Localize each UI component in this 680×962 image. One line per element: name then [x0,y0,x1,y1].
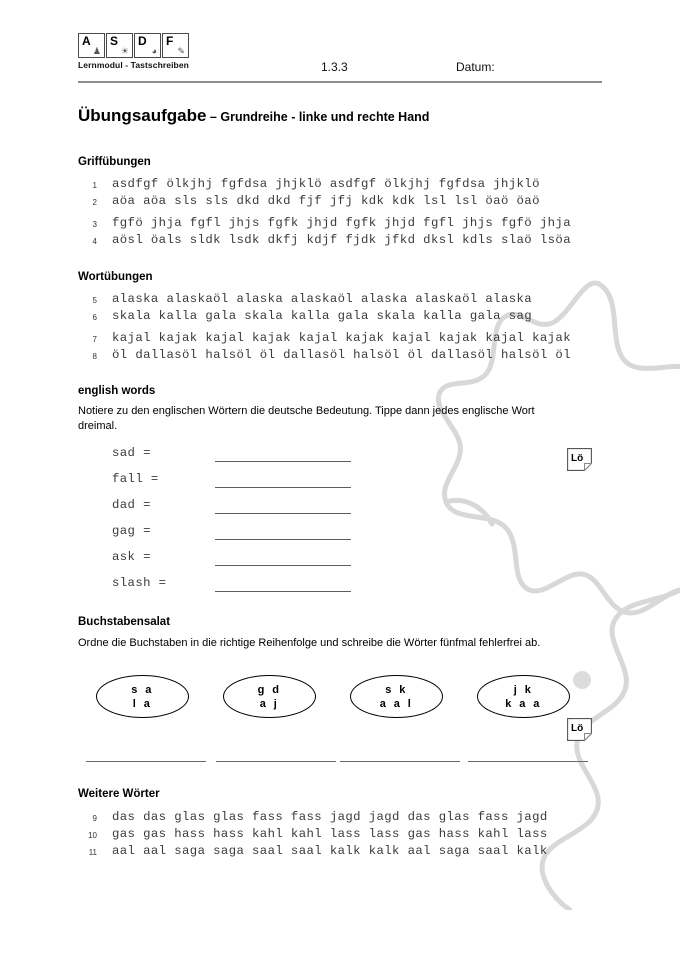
scramble-line-bottom: l a [132,698,153,710]
answer-blank[interactable] [215,461,351,462]
english-word: ask = [112,550,151,564]
page-title-main: Übungsaufgabe [78,106,207,125]
scramble-letters [224,683,315,711]
line-number: 5 [92,296,97,305]
section-heading-wortuebungen: Wortübungen [78,271,153,283]
solution-badge-buchstabensalat[interactable] [567,718,592,741]
exercise-line [78,216,608,232]
line-number: 2 [92,198,97,207]
english-word: slash = [112,576,167,590]
scramble-line-top: g d [257,684,282,696]
line-number: 11 [88,848,97,857]
keycap-s-icon: ☀ [120,46,129,56]
line-text: das das glas glas fass fass jagd jagd das glas fass jagd [112,810,548,824]
line-number: 1 [92,181,97,190]
scramble-oval [96,675,189,718]
page-header [78,33,602,83]
answer-line[interactable] [216,761,336,762]
answer-line[interactable] [468,761,588,762]
section-heading-weitere-woerter: Weitere Wörter [78,788,160,800]
buchstabensalat-instruction: Ordne die Buchstaben in die richtige Reihenfolge und schreibe die Wörter fünfmal fehlerfrei ab. [78,637,541,649]
line-number: 8 [92,352,97,361]
keycap-s-letter: S [110,34,119,48]
scramble-line-bottom: k a a [505,698,542,710]
scramble-line-top: j k [513,684,534,696]
line-text: aal aal saga saga saal saal kalk kalk aal saga saal kalk [112,844,548,858]
keycap-d-icon: ◕ [151,46,157,56]
line-text: skala kalla gala skala kalla gala skala kalla gala sag [112,309,533,323]
exercise-line [78,810,608,826]
keycap-d [134,33,161,58]
line-text: aöa aöa sls sls dkd dkd fjf jfj kdk kdk lsl lsl öaö öaö [112,194,540,208]
section-heading-griffuebungen: Griffübungen [78,156,151,168]
page-title-separator: – [206,110,221,124]
keycap-f-icon: ✎ [177,46,185,56]
line-text: gas gas hass hass kahl kahl lass lass gas hass kahl lass [112,827,548,841]
keycap-a-icon: ♟ [92,46,101,56]
line-text: alaska alaskaöl alaska alaskaöl alaska alaskaöl alaska [112,292,533,306]
exercise-line [78,177,608,193]
exercise-line [78,827,608,843]
section-heading-english-words: english words [78,385,156,397]
line-text: fgfö jhja fgfl jhjs fgfk jhjd fgfk jhjd fgfl jhjs fgfö jhja [112,216,571,230]
line-number: 4 [92,237,97,246]
page-title [78,106,429,126]
section-heading-buchstabensalat: Buchstabensalat [78,616,171,628]
line-text: öl dallasöl halsöl öl dallasöl halsöl öl dallasöl halsöl öl [112,348,571,362]
solution-badge-label: Lö [571,723,584,734]
exercise-line [78,331,608,347]
exercise-line [78,309,608,325]
line-number: 6 [92,313,97,322]
lernmodul-logo [78,33,200,70]
scramble-oval [223,675,316,718]
english-word: gag = [112,524,151,538]
answer-line[interactable] [340,761,460,762]
answer-blank[interactable] [215,487,351,488]
scramble-letters [351,683,442,711]
exercise-line [78,292,608,308]
english-word: fall = [112,472,159,486]
english-word: sad = [112,446,151,460]
scramble-oval [350,675,443,718]
keycap-f [162,33,189,58]
page-title-subtitle: Grundreihe - linke und rechte Hand [220,110,430,124]
keycap-d-letter: D [138,34,147,48]
keycap-a-letter: A [82,34,91,48]
exercise-line [78,233,608,249]
exercise-line [78,844,608,860]
scramble-line-bottom: a j [259,698,280,710]
line-text: aösl öals sldk lsdk dkfj kdjf fjdk jfkd dksl kdls slaö lsöa [112,233,571,247]
scramble-letters [97,683,188,711]
scramble-oval [477,675,570,718]
line-number: 7 [92,335,97,344]
solution-badge-english-words[interactable] [567,448,592,471]
scramble-line-bottom: a a l [379,698,414,710]
keycap-f-letter: F [166,34,174,48]
date-label: Datum: [456,60,495,74]
exercise-line [78,348,608,364]
keycap-row [78,33,200,58]
line-number: 10 [88,831,97,840]
scramble-letters [478,683,569,711]
scramble-line-top: s k [385,684,408,696]
line-text: kajal kajak kajal kajak kajal kajak kajal kajak kajal kajak [112,331,571,345]
logo-caption: Lernmodul - Tastschreiben [78,60,189,70]
header-divider [78,81,602,83]
answer-blank[interactable] [215,591,351,592]
keycap-a [78,33,105,58]
answer-blank[interactable] [215,513,351,514]
answer-blank[interactable] [215,565,351,566]
line-number: 9 [92,814,97,823]
line-text: asdfgf ölkjhj fgfdsa jhjklö asdfgf ölkjhj fgfdsa jhjklö [112,177,540,191]
english-word: dad = [112,498,151,512]
answer-line[interactable] [86,761,206,762]
solution-badge-label: Lö [571,453,584,464]
keycap-s [106,33,133,58]
line-number: 3 [92,220,97,229]
scramble-line-top: s a [131,684,154,696]
lesson-code: 1.3.3 [321,60,348,74]
exercise-line [78,194,608,210]
english-words-instruction: Notiere zu den englischen Wörtern die deutsche Bedeutung. Tippe dann jedes englische Wort dreimal. [78,405,535,432]
answer-blank[interactable] [215,539,351,540]
